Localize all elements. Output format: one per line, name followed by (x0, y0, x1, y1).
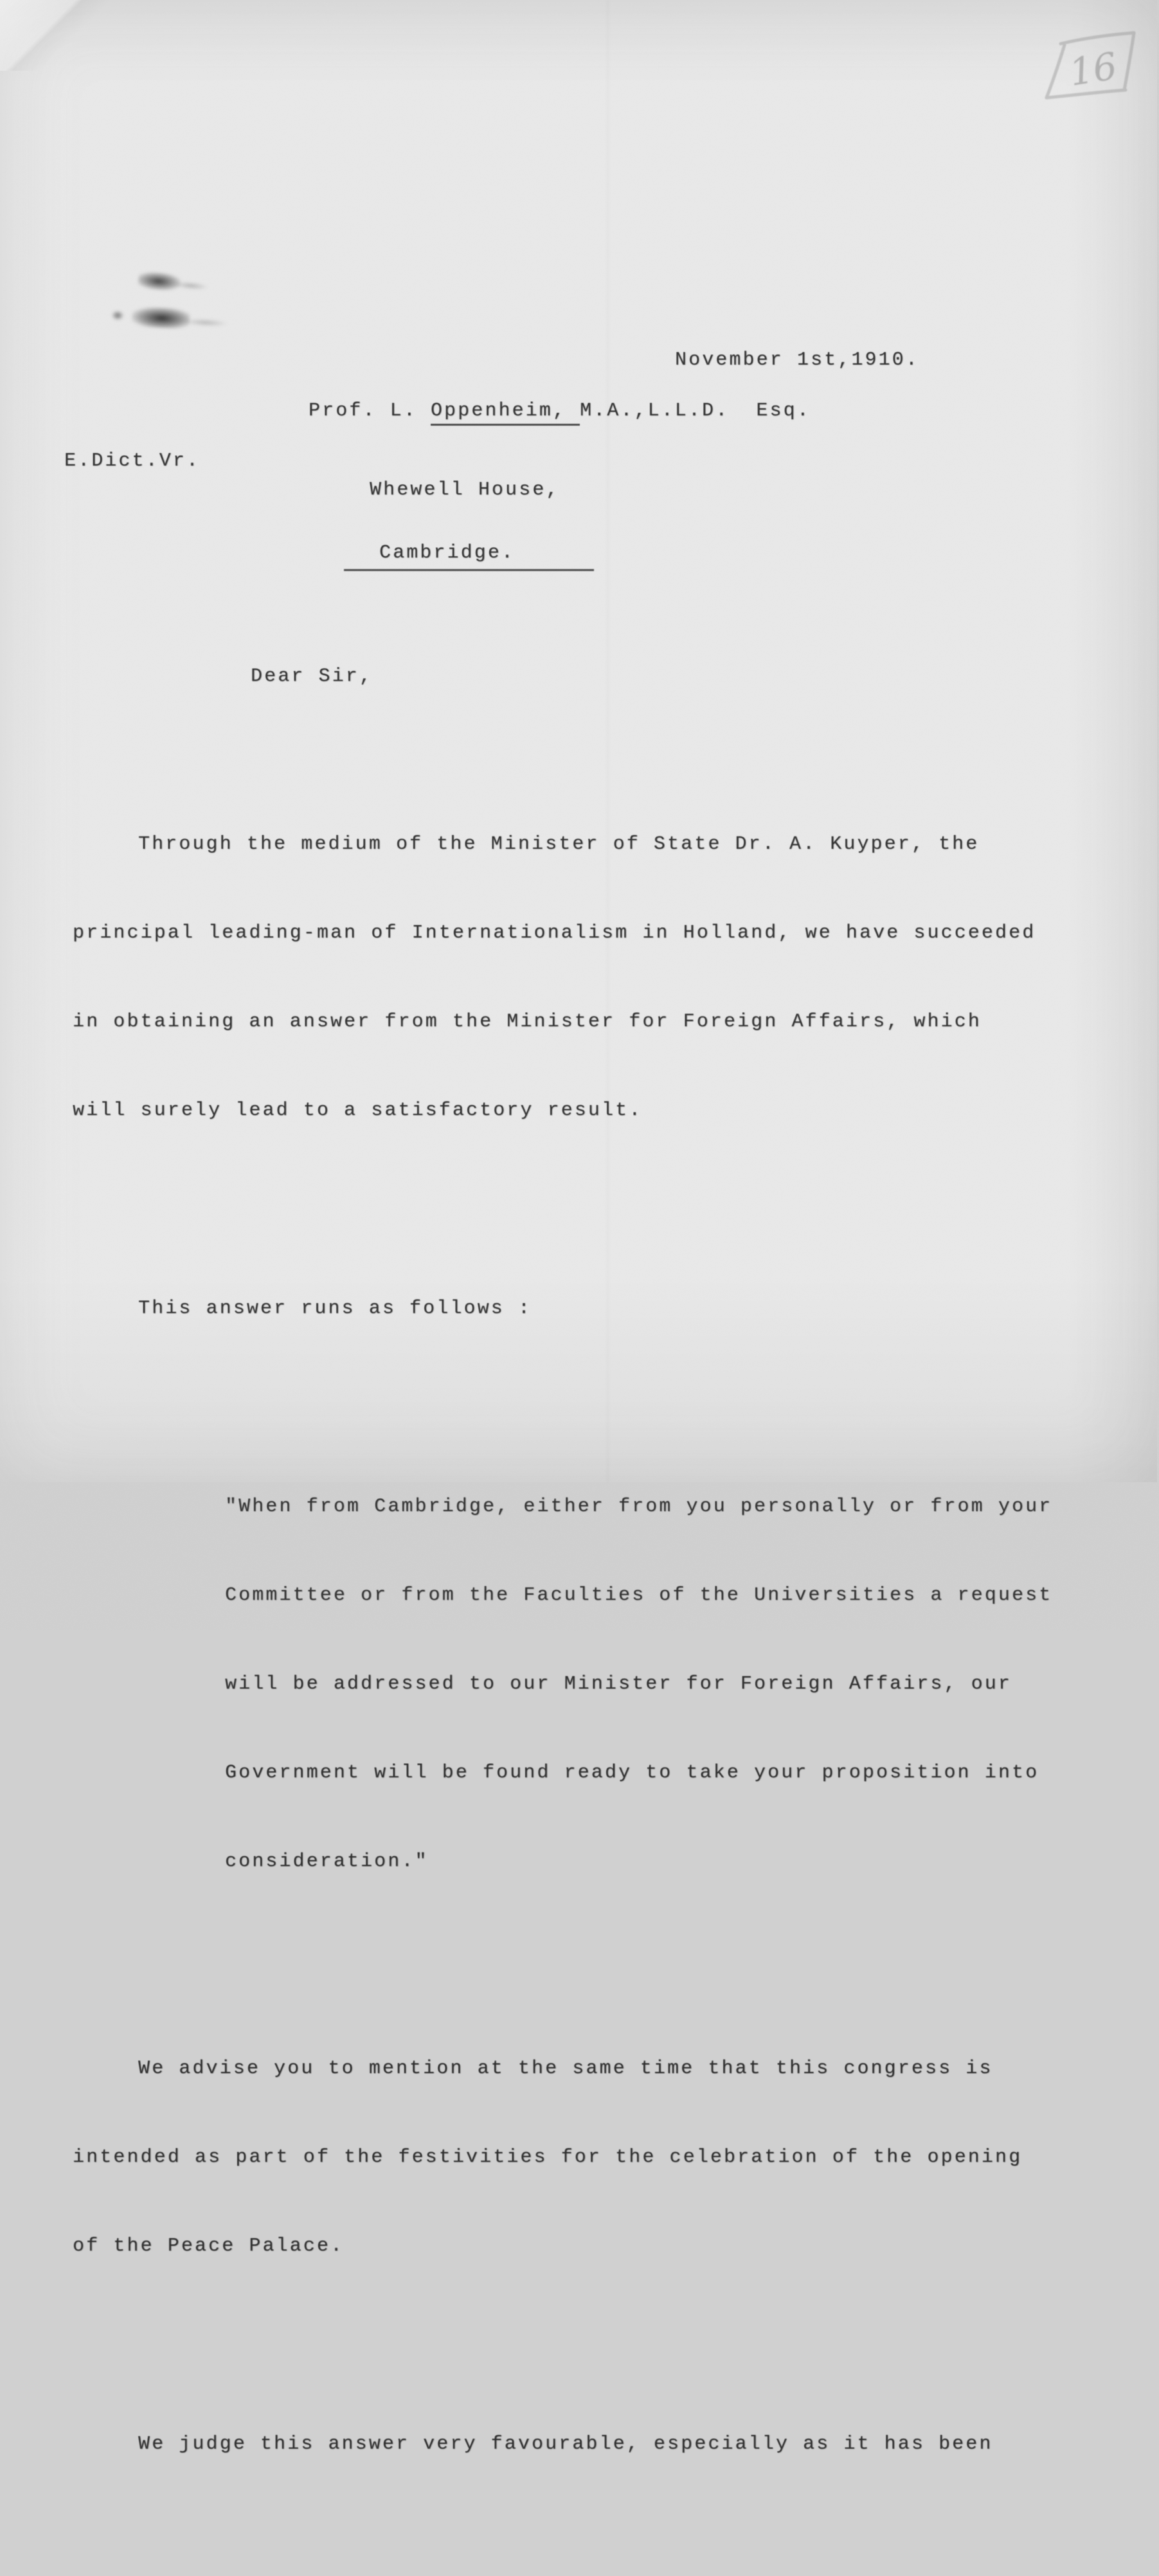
letter-line: intended as part of the festivities for the celebration of the opening (73, 2146, 1023, 2168)
quote-line: consideration." (225, 1851, 429, 1873)
letter-line: will surely lead to a satisfactory result. (73, 1100, 643, 1121)
pencil-annotation (1027, 26, 1159, 113)
letter-line: We judge this answer very favourable, especially as it has been (138, 2433, 993, 2455)
letter-line: principal leading-man of Internationalism in Holland, we have succeeded (73, 922, 1036, 944)
addressee-suffix: M.A.,L.L.D. Esq. (580, 400, 811, 422)
quote-line: "When from Cambridge, either from you personally or from your (225, 1496, 1053, 1518)
addressee-name-underlined: Oppenheim, (431, 400, 580, 426)
pencil-number: 16 (1066, 44, 1120, 95)
paragraph-4 (73, 2378, 1114, 2510)
ink-smudge (138, 271, 181, 292)
letter-line: Through the medium of the Minister of State Dr. A. Kuyper, the (138, 833, 980, 855)
quote-line: Government will be found ready to take your proposition into (225, 1762, 1039, 1784)
paper-corner-fold (0, 0, 109, 71)
dictation-reference: E.Dict.Vr. (64, 450, 201, 472)
quote-line: Committee or from the Faculties of the Universities a request (225, 1584, 1053, 1606)
paragraph-3 (73, 2002, 1114, 2312)
quote-line: will be addressed to our Minister for Foreign Affairs, our (225, 1673, 1012, 1695)
quoted-answer-block (225, 1440, 1114, 1928)
address-line-city (344, 542, 594, 571)
city-underlined: Cambridge. (344, 542, 594, 571)
letter-line: This answer runs as follows : (138, 1298, 532, 1320)
ink-smudge (131, 306, 190, 330)
salutation: Dear Sir, (251, 666, 373, 687)
letter-body (73, 712, 1114, 2576)
letter-line: We advise you to mention at the same time that this congress is (138, 2058, 993, 2080)
letter-line: of the Peace Palace. (73, 2235, 345, 2257)
addressee-line (309, 400, 811, 422)
paragraph-2 (73, 1242, 1114, 1375)
address-line-house: Whewell House, (370, 479, 560, 501)
letter-line: in obtaining an answer from the Minister for Foreign Affairs, which (73, 1011, 982, 1033)
paragraph-1 (73, 778, 1114, 1177)
addressee-prefix: Prof. L. (309, 400, 431, 422)
letter-date: November 1st,1910. (675, 349, 919, 371)
